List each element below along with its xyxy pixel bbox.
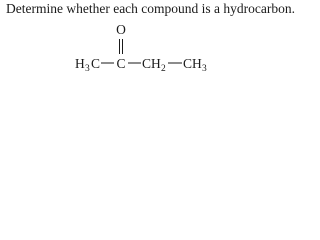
terminal-methyl-subscript: 3: [202, 64, 207, 74]
methyl-carbon: C: [91, 56, 101, 71]
terminal-methyl-group: CH: [183, 56, 202, 71]
methylene-subscript: 2: [161, 64, 166, 74]
methyl-hydrogen: H: [75, 56, 85, 71]
carbonyl-carbon: C: [116, 56, 126, 71]
carbonyl-oxygen: O: [116, 22, 126, 37]
methylene-group: CH: [142, 56, 161, 71]
question-prompt: Determine whether each compound is a hydrocarbon.: [6, 1, 296, 16]
methyl-subscript: 3: [85, 64, 90, 74]
chemical-structure: [0, 0, 315, 75]
